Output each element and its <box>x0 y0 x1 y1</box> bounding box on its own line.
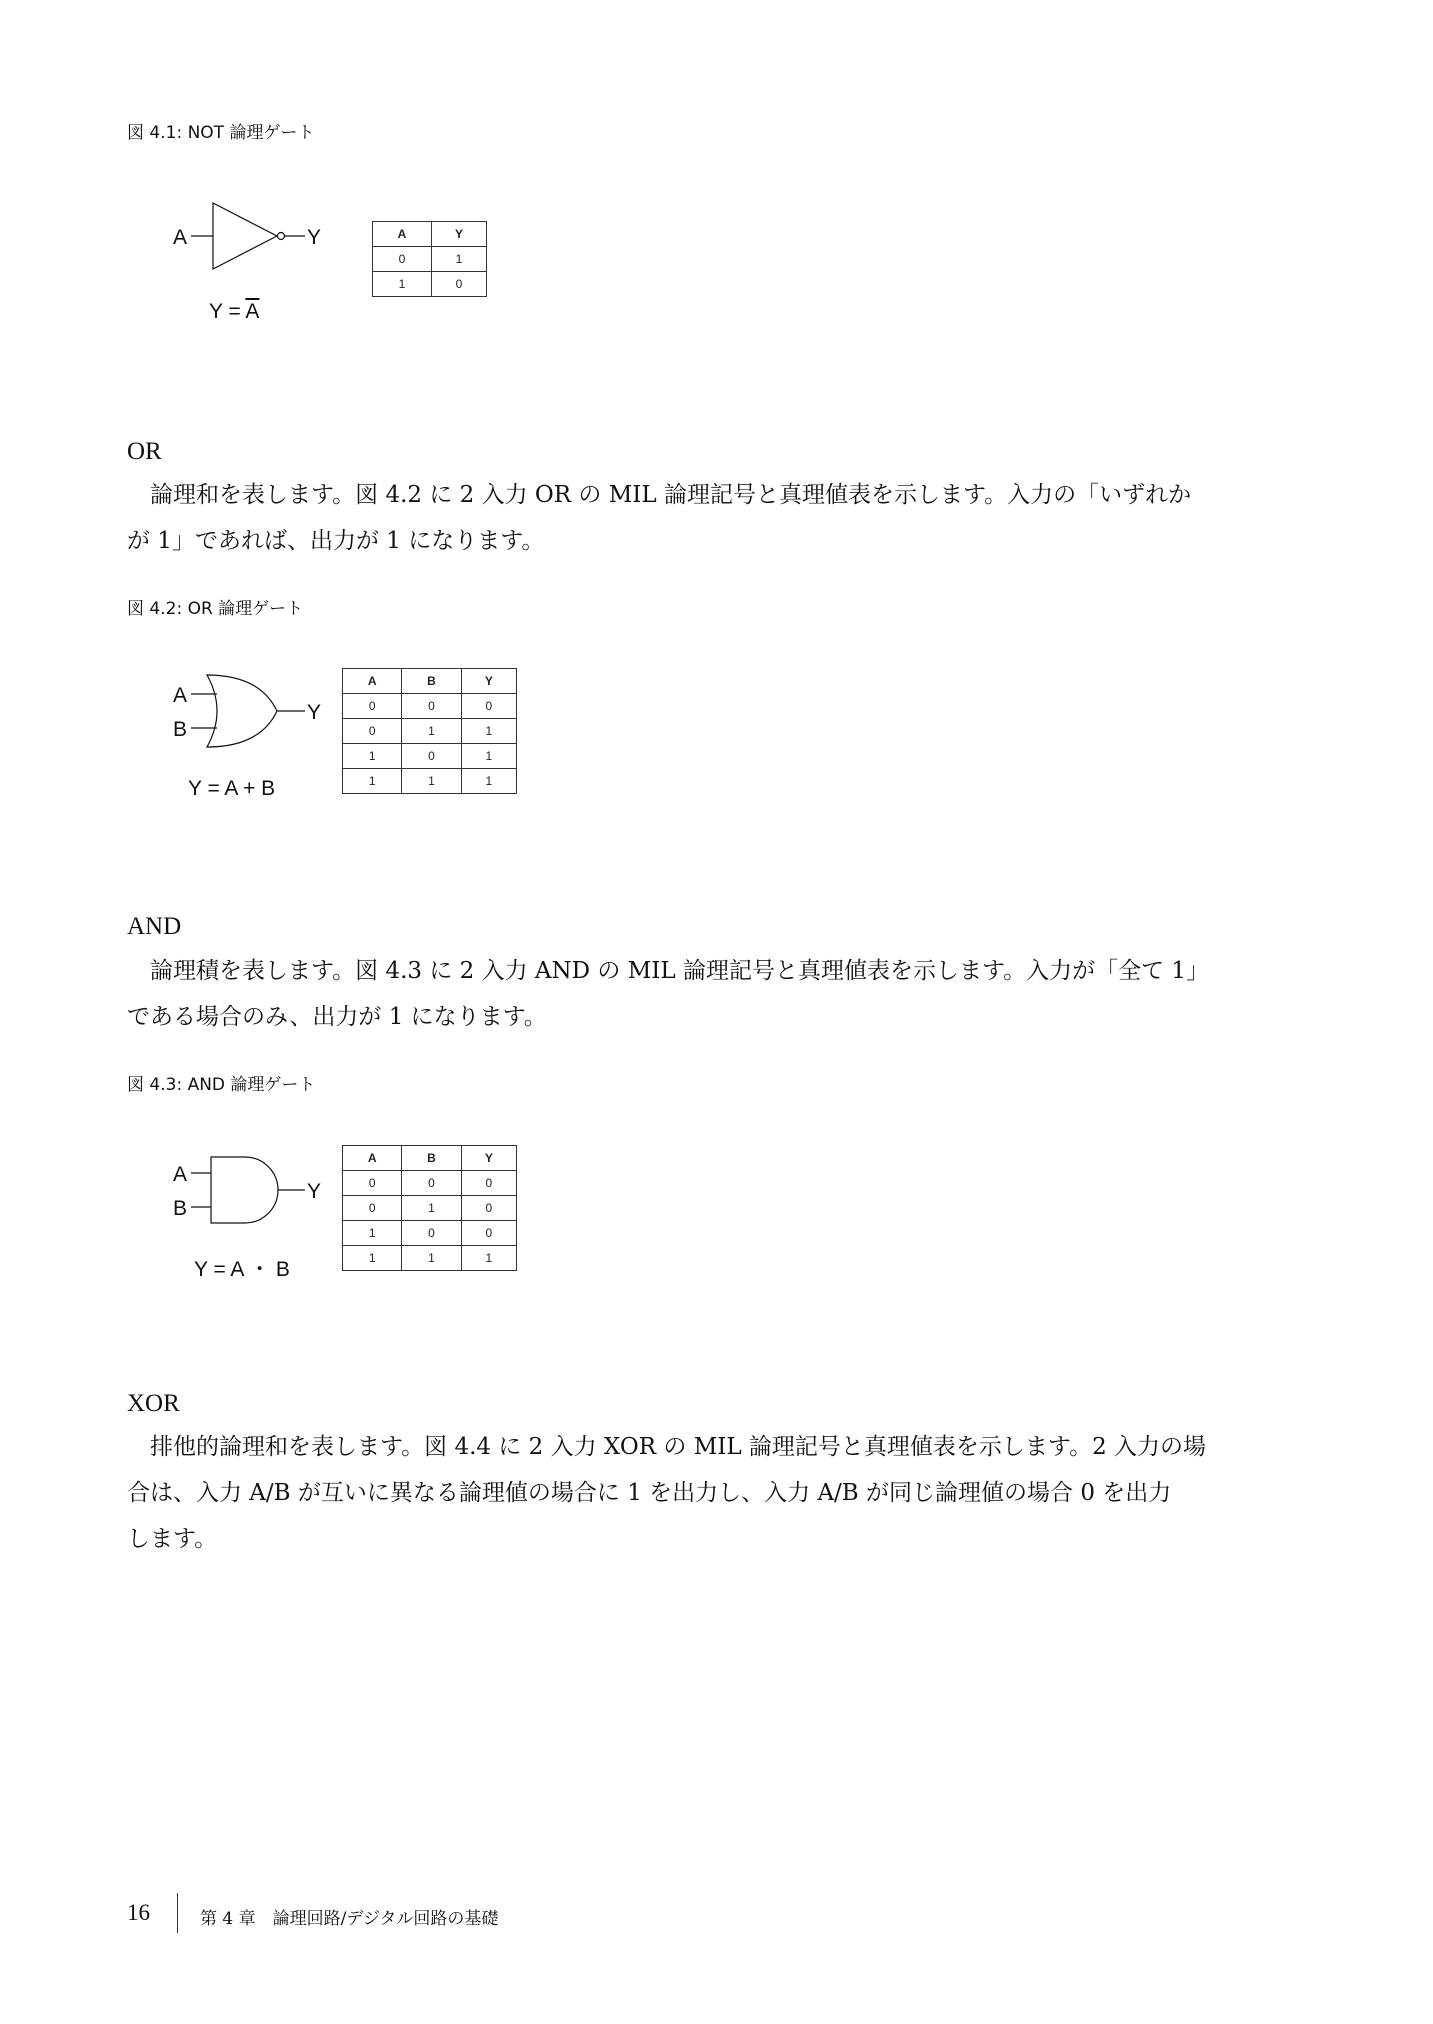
not-input-a-label: A <box>173 226 188 249</box>
table-cell: 0 <box>402 1221 461 1246</box>
figure-caption-or: 図 4.2: OR 論理ゲート <box>127 599 304 619</box>
table-row <box>343 1171 517 1196</box>
table-header-row <box>373 222 487 247</box>
table-cell: 1 <box>402 1196 461 1221</box>
paragraph-or <box>127 472 1227 564</box>
table-cell: 0 <box>373 247 432 272</box>
table-header-row <box>343 1146 517 1171</box>
table-row <box>343 1196 517 1221</box>
and-input-a-label: A <box>173 1163 188 1186</box>
paragraph-and <box>127 948 1227 1040</box>
table-cell: 1 <box>402 769 461 794</box>
or-formula: Y = A + B <box>188 777 276 800</box>
section-heading-or: OR <box>127 438 162 465</box>
and-input-b-label: B <box>173 1197 188 1220</box>
paragraph-line: 論理積を表します。図 4.3 に 2 入力 AND の MIL 論理記号と真理値表を示します。入力が「全て 1」 <box>127 958 1210 984</box>
table-row <box>343 1246 517 1271</box>
paragraph-line: が 1」であれば、出力が 1 になります。 <box>127 528 545 554</box>
table-row <box>343 1221 517 1246</box>
table-cell: 1 <box>343 1221 402 1246</box>
or-output-y-label: Y <box>307 701 322 724</box>
and-output-y-label: Y <box>307 1180 322 1203</box>
footer-divider <box>177 1893 178 1933</box>
table-cell: 0 <box>461 1221 516 1246</box>
table-header-cell: B <box>402 1146 461 1171</box>
table-cell: 1 <box>402 1246 461 1271</box>
table-cell: 0 <box>461 1171 516 1196</box>
paragraph-line: 論理和を表します。図 4.2 に 2 入力 OR の MIL 論理記号と真理値表を示します。入力の「いずれか <box>127 482 1192 508</box>
table-cell: 0 <box>343 1196 402 1221</box>
table-header-cell: B <box>402 669 461 694</box>
or-input-b-label: B <box>173 718 188 741</box>
figure-caption-not: 図 4.1: NOT 論理ゲート <box>127 123 315 143</box>
table-row <box>343 719 517 744</box>
table-row <box>373 247 487 272</box>
section-heading-xor: XOR <box>127 1390 180 1417</box>
paragraph-line: します。 <box>127 1526 218 1552</box>
and-gate-symbol <box>165 1140 340 1230</box>
table-cell: 0 <box>461 694 516 719</box>
figure-caption-and: 図 4.3: AND 論理ゲート <box>127 1075 316 1095</box>
table-cell: 0 <box>343 719 402 744</box>
not-truth-table <box>372 221 487 297</box>
not-formula: $Y = \overline{A}$ <box>209 300 260 323</box>
not-output-y-label: Y <box>307 226 322 249</box>
table-row <box>373 272 487 297</box>
table-cell: 1 <box>402 719 461 744</box>
table-cell: 1 <box>373 272 432 297</box>
table-cell: 0 <box>402 744 461 769</box>
table-cell: 1 <box>461 719 516 744</box>
table-cell: 0 <box>432 272 487 297</box>
table-cell: 0 <box>343 1171 402 1196</box>
and-truth-table <box>342 1145 517 1271</box>
table-cell: 1 <box>461 744 516 769</box>
paragraph-line: 排他的論理和を表します。図 4.4 に 2 入力 XOR の MIL 論理記号と真理値表を示します。2 入力の場 <box>127 1434 1207 1460</box>
or-gate-symbol <box>165 665 340 755</box>
page-number: 16 <box>127 1900 150 1925</box>
table-header-cell: Y <box>461 669 516 694</box>
paragraph-line: である場合のみ、出力が 1 になります。 <box>127 1004 547 1030</box>
table-header-cell: Y <box>432 222 487 247</box>
paragraph-xor <box>127 1424 1227 1562</box>
table-cell: 0 <box>461 1196 516 1221</box>
or-input-a-label: A <box>173 684 188 707</box>
table-row <box>343 744 517 769</box>
table-row <box>343 769 517 794</box>
table-header-cell: Y <box>461 1146 516 1171</box>
table-cell: 1 <box>343 769 402 794</box>
table-header-row <box>343 669 517 694</box>
table-header-cell: A <box>373 222 432 247</box>
table-cell: 1 <box>343 1246 402 1271</box>
not-gate-symbol <box>165 195 335 275</box>
table-cell: 1 <box>343 744 402 769</box>
running-footer-chapter: 第 4 章 論理回路/デジタル回路の基礎 <box>200 1909 499 1929</box>
or-truth-table <box>342 668 517 794</box>
table-cell: 0 <box>402 1171 461 1196</box>
and-formula: Y = A ・ B <box>194 1258 290 1281</box>
table-row <box>343 694 517 719</box>
table-cell: 0 <box>343 694 402 719</box>
table-cell: 0 <box>402 694 461 719</box>
table-header-cell: A <box>343 669 402 694</box>
paragraph-line: 合は、入力 A/B が互いに異なる論理値の場合に 1 を出力し、入力 A/B が同じ論理値の場合 0 を出力 <box>127 1480 1172 1506</box>
table-header-cell: A <box>343 1146 402 1171</box>
table-cell: 1 <box>461 769 516 794</box>
table-cell: 1 <box>432 247 487 272</box>
section-heading-and: AND <box>127 913 182 940</box>
table-cell: 1 <box>461 1246 516 1271</box>
